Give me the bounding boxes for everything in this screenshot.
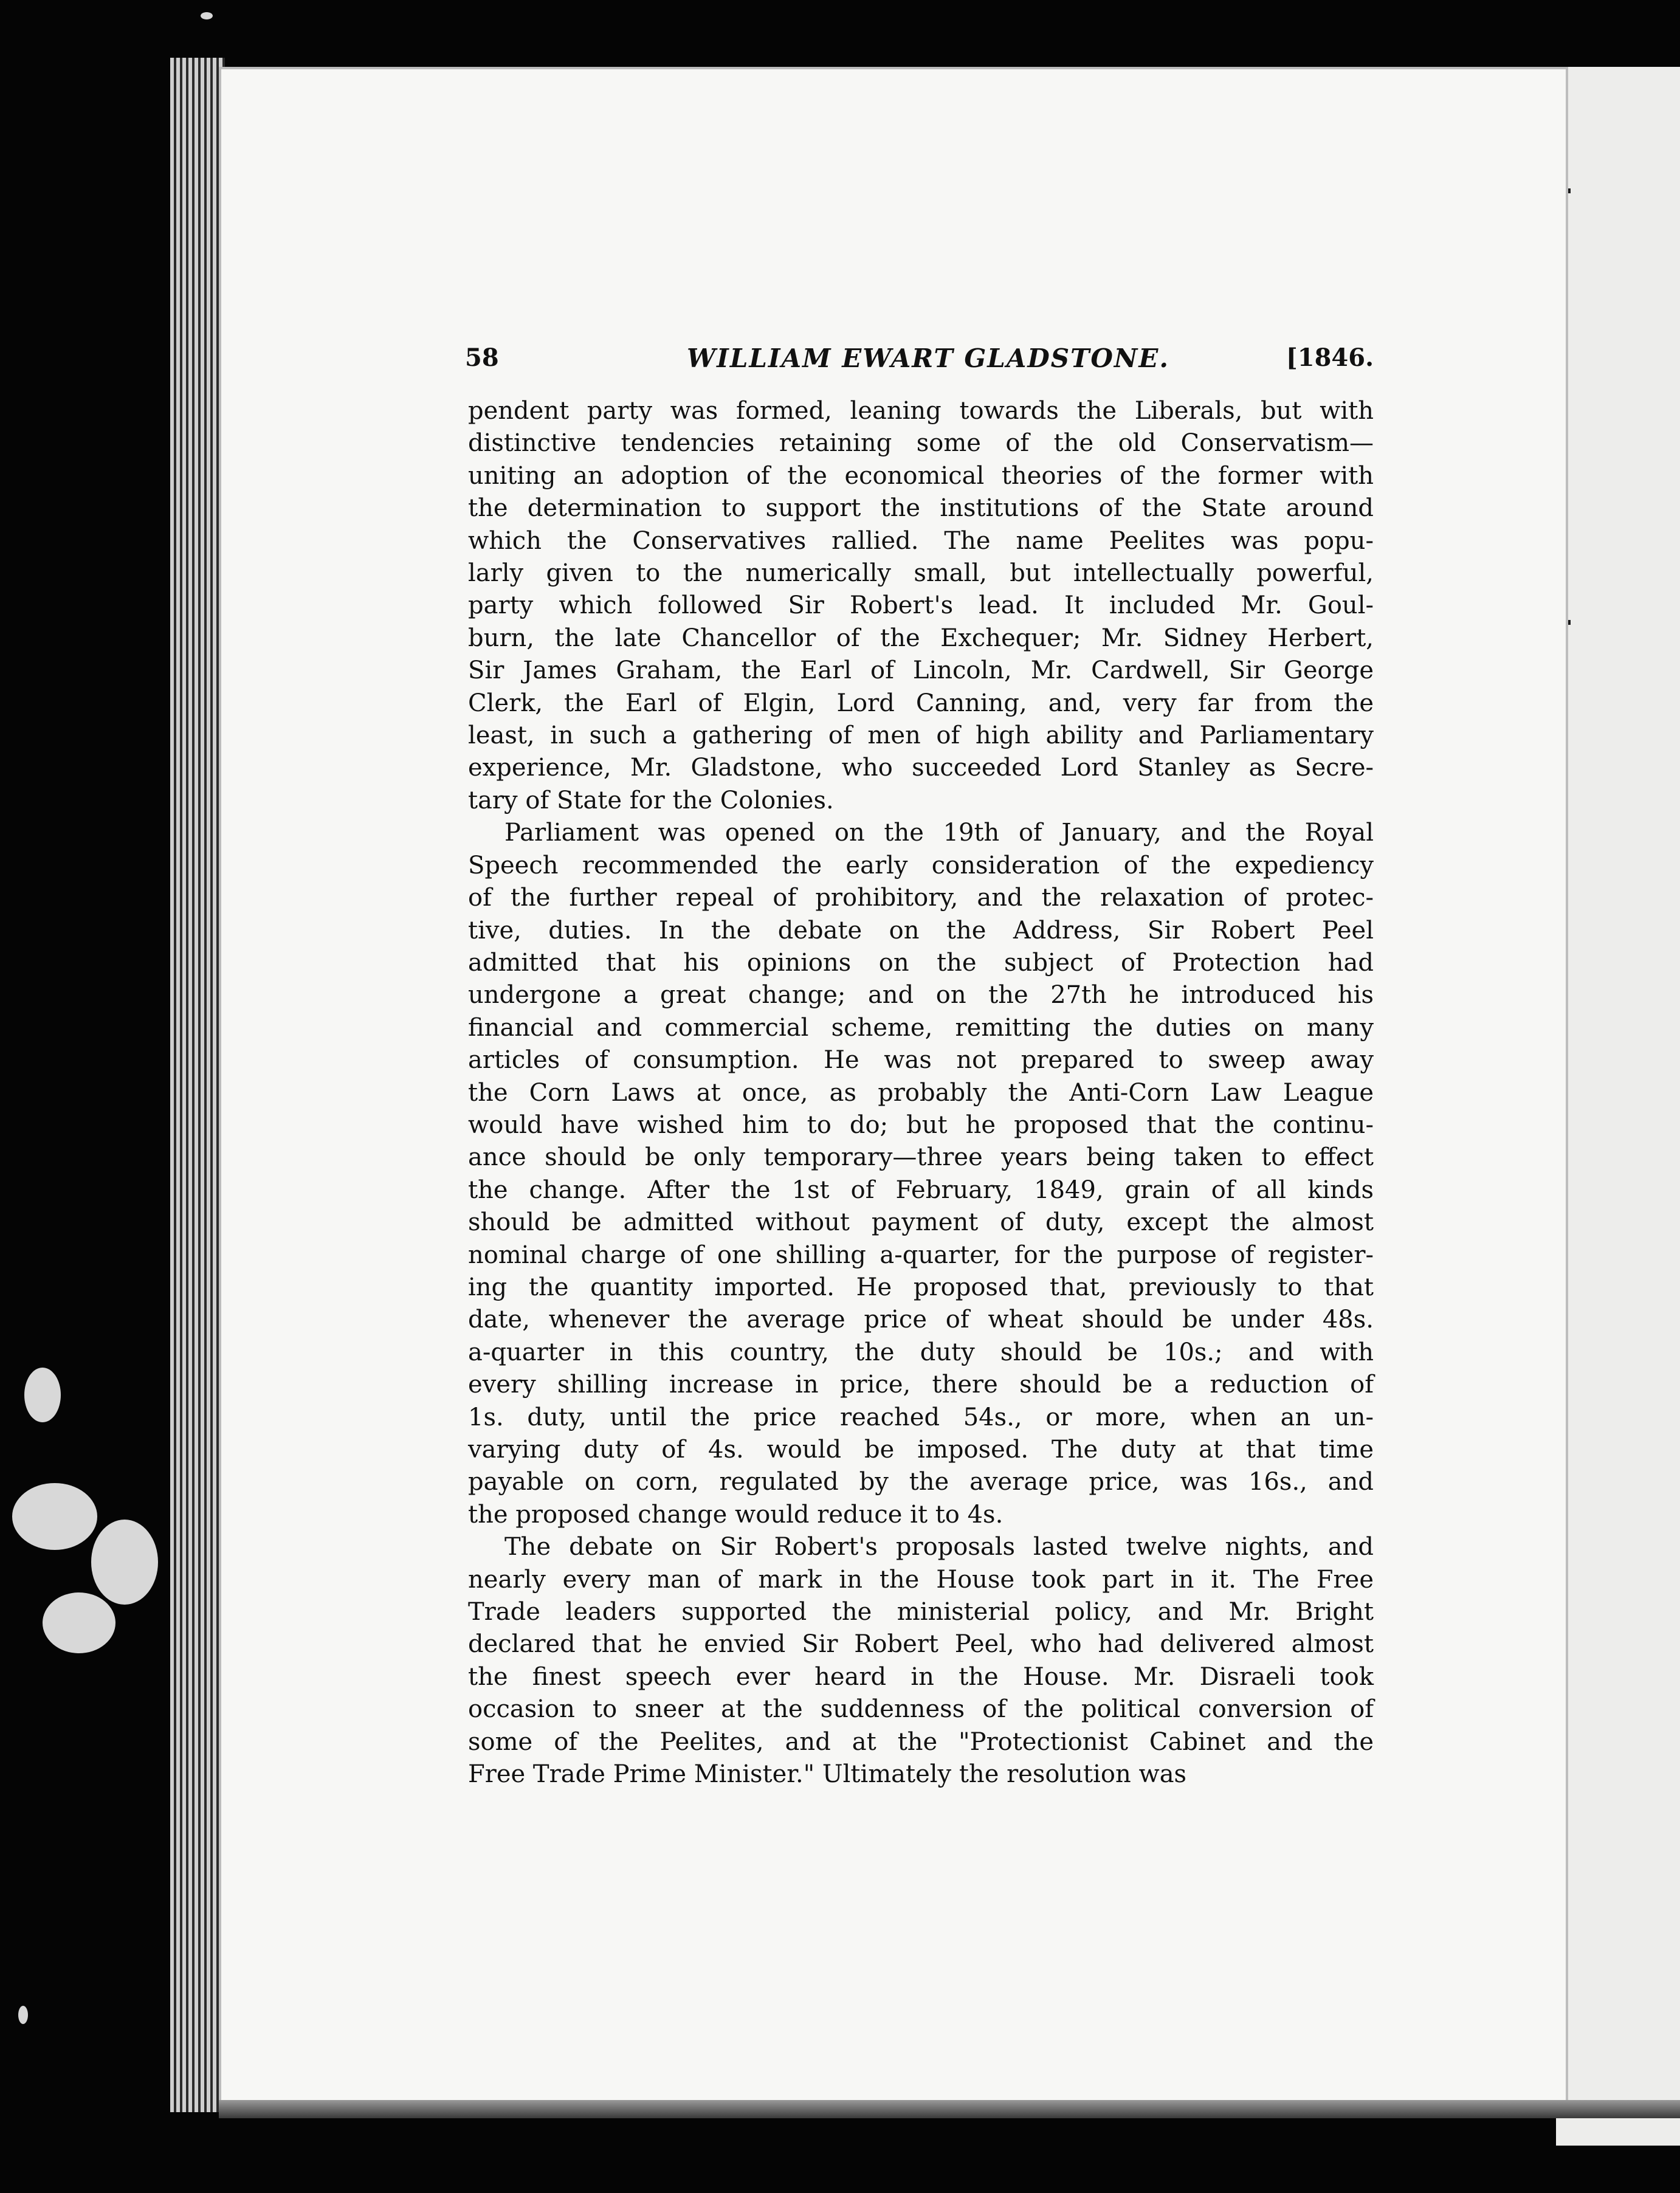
- text-line: the determination to support the institutions of the State around: [468, 494, 1374, 523]
- scan-speck: [24, 1368, 61, 1422]
- text-line: a-quarter in this country, the duty should be 10s.; and with: [468, 1338, 1374, 1366]
- text-line: the proposed change would reduce it to 4s.: [468, 1500, 1004, 1529]
- text-line: burn, the late Chancellor of the Exchequer; Mr. Sidney Herbert,: [468, 624, 1374, 652]
- text-line: least, in such a gathering of men of high ability and Parliamentary: [468, 721, 1374, 750]
- text-line: occasion to sneer at the suddenness of the political conversion of: [468, 1695, 1374, 1724]
- scan-speck: [43, 1592, 115, 1653]
- text-line: every shilling increase in price, there should be a reduction of: [468, 1371, 1374, 1399]
- paragraph: [468, 817, 1374, 1531]
- text-line: would have wished him to do; but he proposed that the continu-: [468, 1110, 1374, 1139]
- text-line: payable on corn, regulated by the average price, was 16s., and: [468, 1468, 1374, 1496]
- text-line: varying duty of 4s. would be imposed. The duty at that time: [468, 1436, 1374, 1464]
- text-line: Sir James Graham, the Earl of Lincoln, Mr. Cardwell, Sir George: [468, 656, 1374, 685]
- text-line: articles of consumption. He was not prepared to sweep away: [468, 1046, 1374, 1075]
- text-line: the change. After the 1st of February, 1849, grain of all kinds: [468, 1176, 1374, 1204]
- text-line: financial and commercial scheme, remitting the duties on many: [468, 1013, 1374, 1042]
- text-line: larly given to the numerically small, but intellectually powerful,: [468, 559, 1374, 588]
- scan-speck: [18, 2006, 28, 2024]
- book-page-edges: [170, 58, 225, 2112]
- text-line: should be admitted without payment of duty, except the almost: [468, 1208, 1374, 1237]
- text-line: Free Trade Prime Minister." Ultimately the resolution was: [468, 1760, 1187, 1789]
- paragraph: [468, 1531, 1374, 1791]
- text-line: ance should be only temporary—three years being taken to effect: [468, 1143, 1374, 1172]
- text-line: of the further repeal of prohibitory, and the relaxation of protec-: [468, 884, 1374, 912]
- text-line: 1s. duty, until the price reached 54s., or more, when an un-: [468, 1403, 1374, 1431]
- text-line: party which followed Sir Robert's lead. It included Mr. Goul-: [468, 591, 1374, 620]
- text-line: pendent party was formed, leaning towards the Liberals, but with: [468, 397, 1374, 425]
- running-title: WILLIAM EWART GLADSTONE.: [687, 343, 1169, 373]
- scan-speck: [12, 1483, 97, 1550]
- text-line: The debate on Sir Robert's proposals lasted twelve nights, and: [504, 1533, 1374, 1561]
- text-line: tive, duties. In the debate on the Address, Sir Robert Peel: [468, 916, 1374, 945]
- page-number: 58: [465, 343, 499, 372]
- text-line: Trade leaders supported the ministerial policy, and Mr. Bright: [468, 1598, 1374, 1627]
- text-line: declared that he envied Sir Robert Peel, who had delivered almost: [468, 1630, 1374, 1659]
- text-line: the Corn Laws at once, as probably the Anti-Corn Law League: [468, 1078, 1374, 1107]
- text-line: nearly every man of mark in the House took part in it. The Free: [468, 1565, 1374, 1594]
- text-line: which the Conservatives rallied. The name Peelites was popu-: [468, 526, 1374, 555]
- text-line: the finest speech ever heard in the House. Mr. Disraeli took: [468, 1662, 1374, 1691]
- text-line: Parliament was opened on the 19th of January, and the Royal: [504, 819, 1374, 847]
- text-line: experience, Mr. Gladstone, who succeeded Lord Stanley as Secre-: [468, 754, 1374, 782]
- text-line: Speech recommended the early consideration of the expediency: [468, 851, 1374, 880]
- text-line: nominal charge of one shilling a-quarter, for the purpose of register-: [468, 1241, 1374, 1269]
- text-line: admitted that his opinions on the subject of Protection had: [468, 948, 1374, 977]
- text-line: distinctive tendencies retaining some of the old Conservatism—: [468, 429, 1374, 458]
- paragraph: [468, 395, 1374, 817]
- page-bottom-edge: [219, 2100, 1680, 2118]
- running-year: [1846.: [1286, 343, 1374, 372]
- scan-speck: [91, 1520, 158, 1605]
- facing-page-margin: [1556, 67, 1680, 2146]
- running-head: [465, 343, 1374, 386]
- scan-speck: [201, 12, 213, 19]
- text-line: date, whenever the average price of wheat should be under 48s.: [468, 1306, 1374, 1334]
- text-line: uniting an adoption of the economical theories of the former with: [468, 461, 1374, 490]
- text-line: Clerk, the Earl of Elgin, Lord Canning, and, very far from the: [468, 689, 1374, 717]
- text-line: ing the quantity imported. He proposed that, previously to that: [468, 1273, 1374, 1301]
- text-line: tary of State for the Colonies.: [468, 786, 834, 814]
- text-line: undergone a great change; and on the 27th he introduced his: [468, 981, 1374, 1010]
- body-text: [468, 395, 1374, 1791]
- text-line: some of the Peelites, and at the "Protectionist Cabinet and the: [468, 1727, 1374, 1756]
